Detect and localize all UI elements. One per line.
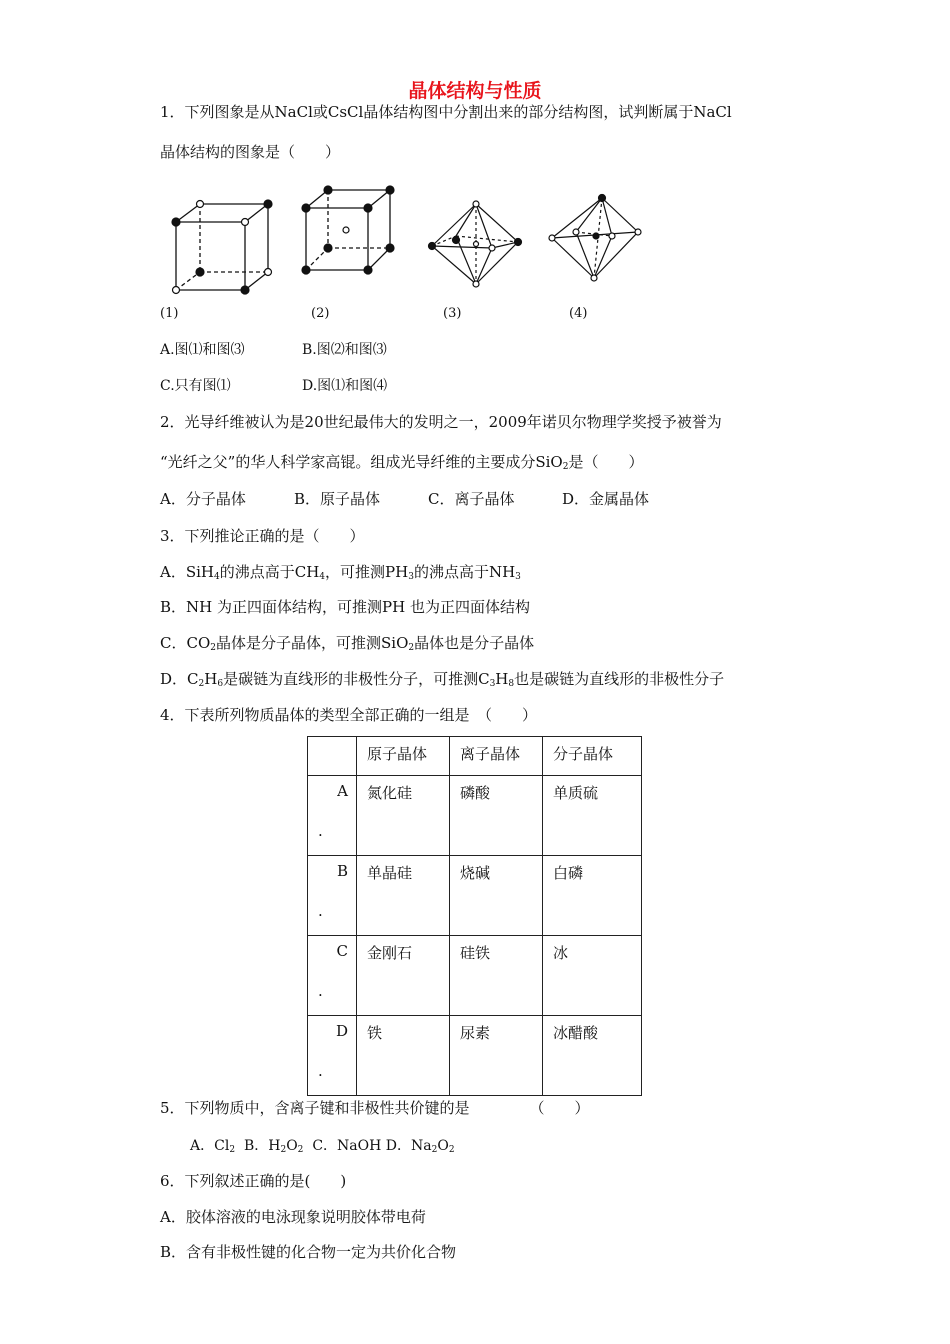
q1-option-c: C.只有图⑴ (160, 378, 231, 394)
q3-stem: 3．下列推论正确的是（ ） (160, 527, 365, 545)
q2-option-b: B．原子晶体 (294, 490, 381, 508)
figure-4-octahedron (546, 192, 646, 284)
q6-stem: 6．下列叙述正确的是( ) (160, 1172, 347, 1190)
figure-3-octahedron (426, 198, 526, 290)
row-letter: B . (308, 856, 357, 936)
q3-option-c: C．$CO_2$晶体是分子晶体，可推测SiO$_2$晶体也是分子晶体 (160, 634, 535, 653)
table-header-row (308, 737, 642, 776)
table-header-cell: 分子晶体 (543, 737, 642, 776)
q1-option-b: B.图⑵和图⑶ (302, 342, 387, 358)
ionic-crystal-cell: 尿素 (450, 1016, 543, 1096)
q6-option-a: A．胶体溶液的电泳现象说明胶体带电荷 (160, 1208, 426, 1226)
table-row (308, 776, 642, 856)
atomic-crystal-cell: 铁 (357, 1016, 450, 1096)
figure-1-cube (170, 196, 280, 296)
page-title: 晶体结构与性质 (408, 80, 542, 102)
q3-option-a: A．SiH$_4$的沸点高于$CH_4$，可推测$PH_3$的沸点高于$NH_3$ (160, 563, 521, 582)
table-header-cell: 离子晶体 (450, 737, 543, 776)
q4-stem: 4．下表所列物质晶体的类型全部正确的一组是 （ ） (160, 706, 538, 724)
ionic-crystal-cell: 硅铁 (450, 936, 543, 1016)
q1-option-a: A.图⑴和图⑶ (160, 342, 245, 358)
q2-option-a: A．分子晶体 (160, 490, 246, 508)
atomic-crystal-cell: 单晶硅 (357, 856, 450, 936)
q1-stem-line2: 晶体结构的图象是（ ） (160, 143, 341, 161)
q1-options-row1 (160, 340, 387, 360)
q2-option-d: D．金属晶体 (562, 490, 650, 508)
q1-options-row2 (160, 376, 387, 396)
q1-figure-captions (160, 304, 760, 324)
q2-options (160, 489, 649, 509)
crystal-type-table (307, 736, 642, 1096)
q6-option-b: B．含有非极性键的化合物一定为共价化合物 (160, 1243, 457, 1261)
q5-answer-paren: （ ） (529, 1099, 590, 1117)
figure-caption: (3) (443, 306, 462, 321)
table-row (308, 856, 642, 936)
figure-caption: (4) (569, 306, 588, 321)
q1-figures (160, 178, 680, 293)
ionic-crystal-cell: 磷酸 (450, 776, 543, 856)
ionic-crystal-cell: 烧碱 (450, 856, 543, 936)
q2-stem-line1: 2．光导纤维被认为是20世纪最伟大的发明之一，2009年诺贝尔物理学奖授予被誉为 (160, 413, 722, 431)
molecular-crystal-cell: 冰 (543, 936, 642, 1016)
table-header-cell: 原子晶体 (357, 737, 450, 776)
molecular-crystal-cell: 白磷 (543, 856, 642, 936)
q1-option-d: D.图⑴和图⑷ (302, 378, 388, 394)
molecular-crystal-cell: 单质硫 (543, 776, 642, 856)
q5-options: A．$Cl_2$ B．$H_2O_2$ C．NaOH D．$Na_2O_2$ (190, 1138, 455, 1155)
row-letter: C . (308, 936, 357, 1016)
q3-option-b: B．NH 为正四面体结构，可推测PH 也为正四面体结构 (160, 598, 530, 616)
row-letter: D . (308, 1016, 357, 1096)
molecular-crystal-cell: 冰醋酸 (543, 1016, 642, 1096)
row-letter: A . (308, 776, 357, 856)
figure-caption: (2) (311, 306, 330, 321)
q2-option-c: C．离子晶体 (428, 490, 515, 508)
q5-stem: 5．下列物质中，含离子键和非极性共价键的是 （ ） (160, 1099, 590, 1117)
q3-option-d: D．$C_2H_6$是碳链为直线形的非极性分子，可推测$C_3H_8$也是碳链为直线形的非极性分子 (160, 670, 725, 689)
table-row (308, 936, 642, 1016)
q1-stem-line1: 1．下列图象是从NaCl或CsCl晶体结构图中分割出来的部分结构图，试判断属于NaCl (160, 103, 732, 121)
figure-caption: (1) (160, 306, 179, 321)
atomic-crystal-cell: 氮化硅 (357, 776, 450, 856)
table-header-cell (308, 737, 357, 776)
q2-stem-line2: “光纤之父”的华人科学家高锟。组成光导纤维的主要成分SiO$_2$是（ ） (160, 453, 644, 472)
atomic-crystal-cell: 金刚石 (357, 936, 450, 1016)
figure-2-cube (300, 184, 400, 279)
table-row (308, 1016, 642, 1096)
